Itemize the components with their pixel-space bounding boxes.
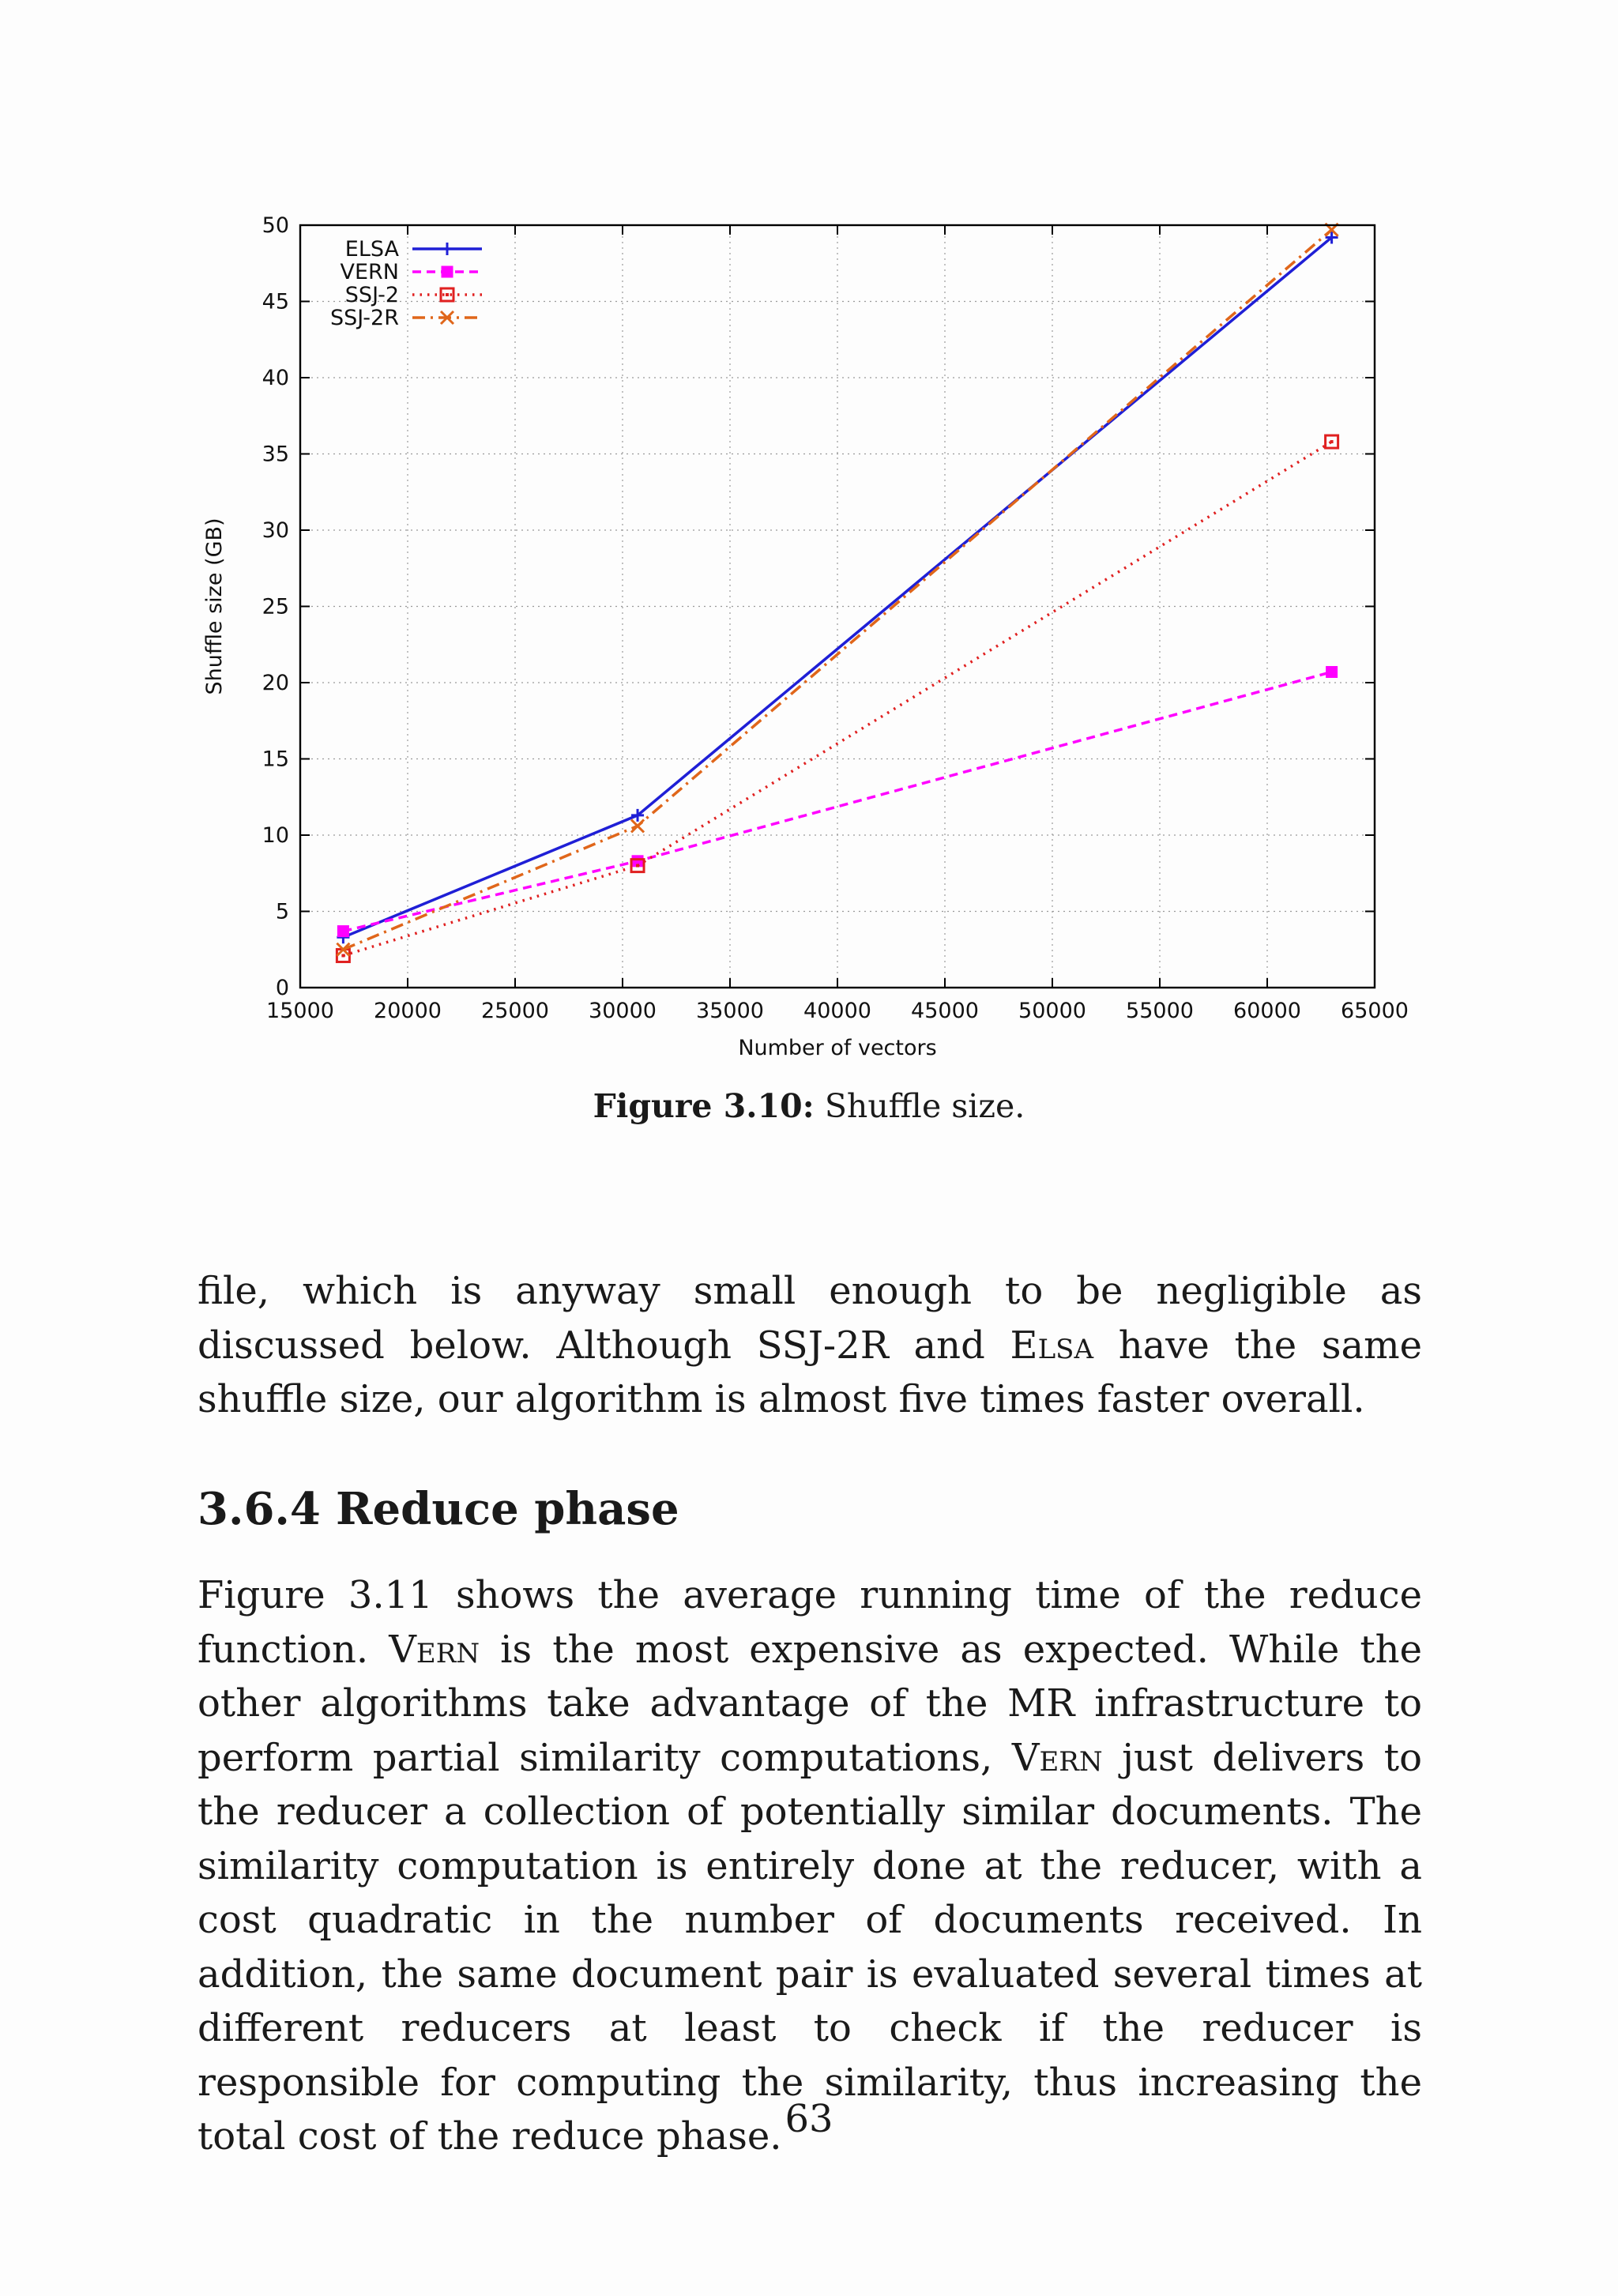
legend-label-vern: VERN (340, 260, 399, 284)
x-tick-label: 30000 (589, 999, 657, 1023)
legend-label-ssj-2r: SSJ-2R (330, 306, 399, 330)
para2-t2: is the most expensive as expected. While the other algorithms take advantage of the MR infrastructure to perform partial similarity computations, (198, 1627, 1422, 1780)
figure-3-10 (182, 198, 1446, 1067)
y-tick-label: 45 (262, 289, 289, 314)
y-tick-label: 10 (262, 823, 289, 848)
para2-t3: just delivers to the reducer a collection of potentially similar documents. The similarity computation is entirely done at the reducer, with a cost quadratic in the number of documents received. In addition, the same document pair is evaluated several times at different reducers at least to check if the reducer is responsible for computing the similarity, thus increasing the total cost of the reduce phase. (198, 1735, 1422, 2159)
x-tick-label: 45000 (911, 999, 979, 1023)
series-line-ssj-2r (340, 230, 1331, 950)
data-point-ssj-2-center (341, 954, 344, 957)
x-tick-label: 25000 (481, 999, 549, 1023)
paragraph-reduce-phase (198, 1568, 1422, 2164)
legend-marker-elsa (441, 243, 453, 255)
y-axis-label: Shuffle size (GB) (202, 518, 227, 695)
y-tick-label: 30 (262, 518, 289, 543)
para1-text: file, which is anyway small enough to be negligible as discussed below. Although SSJ-2R and (198, 1269, 1422, 1368)
legend-label-elsa: ELSA (344, 237, 399, 262)
para1-text2: have the same shuffle size, our algorithm is almost five times faster overall. (198, 1323, 1423, 1421)
legend-marker-vern (442, 266, 453, 277)
legend-marker-ssj-2-center (446, 293, 449, 296)
y-tick-label: 5 (275, 899, 289, 924)
section-number: 3.6.4 (198, 1483, 321, 1535)
x-tick-label: 35000 (696, 999, 764, 1023)
x-tick-label: 20000 (374, 999, 442, 1023)
y-tick-label: 40 (262, 366, 289, 390)
x-tick-label: 60000 (1233, 999, 1301, 1023)
data-point-ssj-2-center (636, 864, 639, 868)
y-tick-label: 50 (262, 213, 289, 238)
caption-label: Figure 3.10: (593, 1087, 815, 1125)
x-tick-label: 40000 (803, 999, 871, 1023)
figure-caption (0, 1082, 1618, 1130)
shuffle-size-chart (182, 198, 1446, 1067)
x-axis-label: Number of vectors (738, 1036, 937, 1060)
caption-text: Shuffle size. (824, 1087, 1025, 1125)
para2-t1: Figure 3.11 shows the average running time of the reduce function. (198, 1573, 1422, 1672)
paragraph-shuffle-conclusion (198, 1264, 1422, 1427)
y-tick-label: 20 (262, 671, 289, 695)
data-point-vern (337, 926, 348, 937)
section-heading (198, 1477, 679, 1541)
elsa-name: Elsa (1010, 1323, 1094, 1368)
y-tick-label: 25 (262, 594, 289, 619)
y-tick-label: 35 (262, 442, 289, 467)
vern-name-2: Vern (1011, 1735, 1103, 1780)
y-tick-label: 0 (275, 976, 289, 1000)
x-tick-label: 55000 (1126, 999, 1194, 1023)
data-point-ssj-2-center (1330, 440, 1334, 443)
vern-name-1: Vern (389, 1627, 480, 1672)
y-tick-label: 15 (262, 747, 289, 772)
section-title: Reduce phase (336, 1483, 679, 1535)
x-tick-label: 50000 (1018, 999, 1086, 1023)
x-tick-label: 15000 (266, 999, 334, 1023)
x-tick-label: 65000 (1341, 999, 1409, 1023)
data-point-vern (1326, 666, 1338, 677)
legend-label-ssj-2: SSJ-2 (344, 283, 399, 307)
page-number: 63 (785, 2097, 833, 2141)
